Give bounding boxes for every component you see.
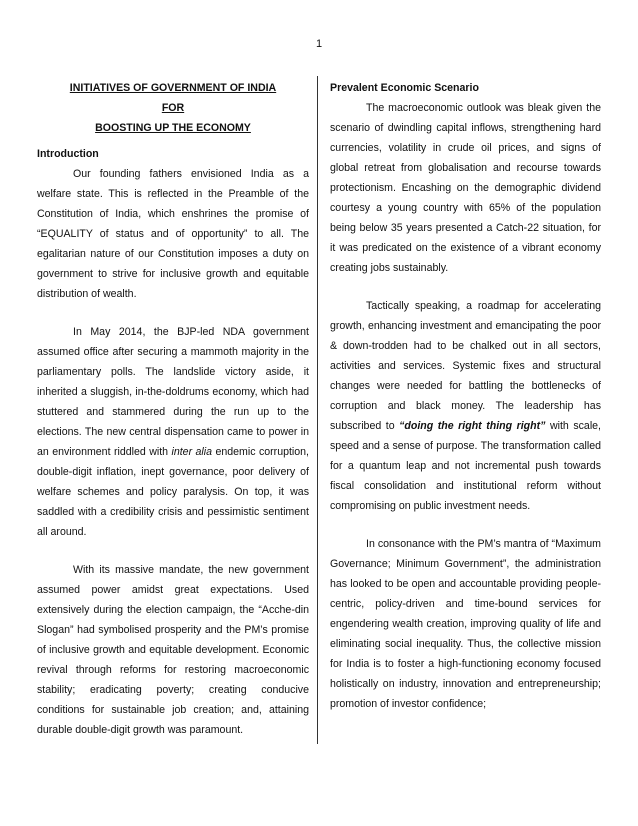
column-divider xyxy=(317,76,318,744)
introduction-paragraph-1: Our founding fathers envisioned India as a welfare state. This is reflected in the Preamble of the Constitution of India, which enshrines the promise of “EQUALITY of status and of opportunity” to all. The egalitarian nature of our Constitution imposes a duty on government to strive for inclusive growth and equitable distribution of wealth. xyxy=(37,168,309,300)
title-line-3: BOOSTING UP THE ECONOMY xyxy=(95,122,251,134)
paragraph-text: endemic corruption, double-digit inflation, inept governance, poor delivery of welfare schemes and policy paralysis. On top, it was saddled with a credibility crisis and pessimistic sentiment all around. xyxy=(37,446,310,538)
introduction-paragraph-3: With its massive mandate, the new government assumed power amidst great expectations. Used extensively during the election campaign, the “Acche-din Slogan” had symbolised prosperity and the PM’s promise of inclusive growth and equitable development. Economic revival through reforms for restoring macroeconomic stability; eradicating poverty; creating conducive conditions for sustainable job creation; and, attaining durable double-digit growth was paramount. xyxy=(37,564,309,736)
title-line-1: INITIATIVES OF GOVERNMENT OF INDIA xyxy=(69,82,277,94)
introduction-paragraph-2 xyxy=(37,322,309,542)
economic-scenario-heading: Prevalent Economic Scenario xyxy=(330,82,479,94)
paragraph-text: with scale, speed and a sense of purpose. The transformation called for a quantum leap and not incremental push towards fiscal consolidation and institutional reform without compromising on public investment needs. xyxy=(330,420,602,512)
introduction-heading: Introduction xyxy=(37,148,99,160)
left-column xyxy=(37,78,309,758)
scenario-paragraph-2 xyxy=(330,296,601,516)
scenario-paragraph-1: The macroeconomic outlook was bleak given the scenario of dwindling capital inflows, strengthening hard currencies, volatility in crude oil prices, and signs of global retreat from globalisation and recourse towards protectionism. Encashing on the demographic dividend courtesy a young country with 65% of the population being below 35 years presented a Catch-22 situation, for it was predicated on the existence of a vibrant economy creating jobs sustainably. xyxy=(330,102,601,274)
right-column xyxy=(330,78,601,732)
page-number: 1 xyxy=(315,38,323,50)
scenario-paragraph-3: In consonance with the PM’s mantra of “Maximum Governance; Minimum Government”, the administration has looked to be open and accountable providing people-centric, policy-driven and time-bound services for engendering wealth creation, improving quality of life and eliminating social inequality. Thus, the collective mission for India is to foster a high-functioning economy focused holistically on industry, innovation and entrepreneurship; promotion of investor confidence; xyxy=(330,538,601,710)
paragraph-text: Tactically speaking, a roadmap for accelerating growth, enhancing investment and emancipating the poor & down-trodden had to be chalked out in all sectors, activities and services. Systemic fixes and structural changes were needed for battling the bottlenecks of corruption and black money. The leadership has subscribed to xyxy=(330,300,601,432)
title-line-2: FOR xyxy=(161,102,185,114)
italic-phrase: inter alia xyxy=(171,446,213,458)
paragraph-text: In May 2014, the BJP-led NDA government assumed office after securing a mammoth majority in the parliamentary polls. The landslide victory aside, it inherited a sluggish, in-the-doldrums economy, which had stuttered and stammered during the run up to the elections. The new central dispensation came to power in an environment riddled with xyxy=(37,326,309,458)
document-title xyxy=(37,78,309,138)
emphasized-phrase: “doing the right thing right” xyxy=(399,420,546,432)
